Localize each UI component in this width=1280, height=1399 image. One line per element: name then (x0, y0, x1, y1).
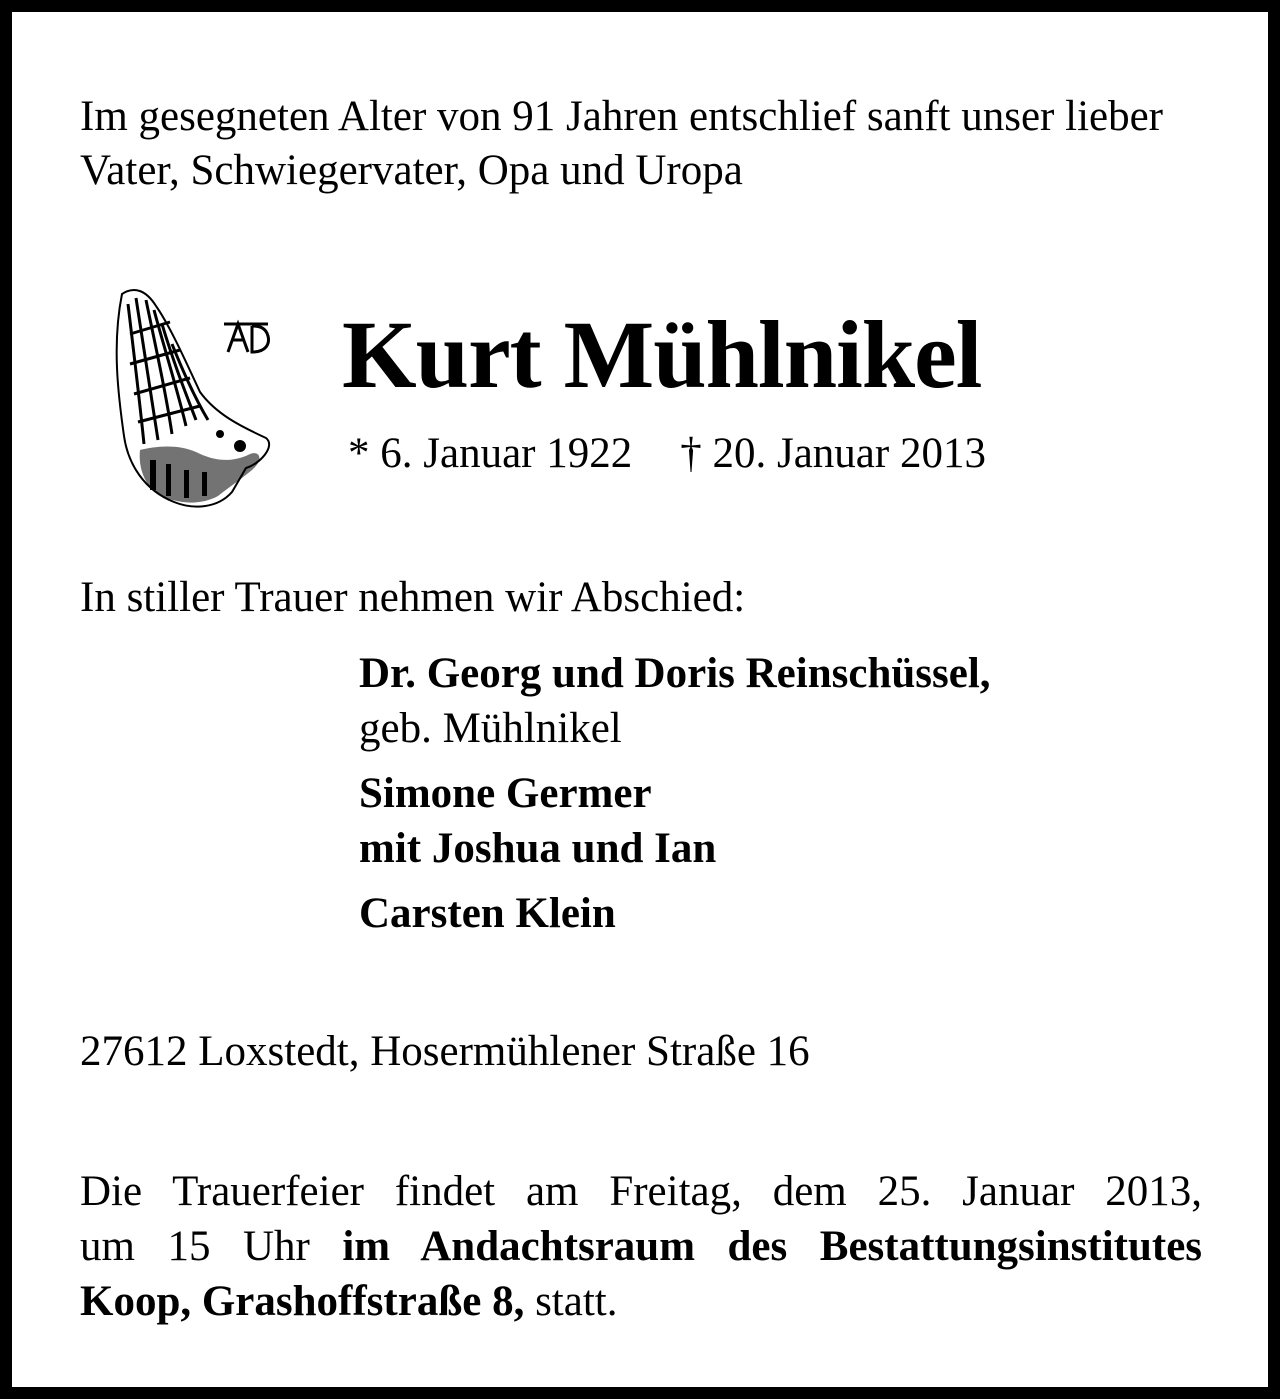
intro-text: Im gesegneten Alter von 91 Jahren entschlief sanft unser lieber Vater, Schwiegervater, Opa und Uropa (80, 93, 1163, 194)
mourning-intro: In stiller Trauer nehmen wir Abschied: (80, 574, 746, 621)
birth-date: * 6. Januar 1922 (348, 430, 633, 477)
mourner-2-name: Simone Germer (359, 770, 652, 817)
service-line-2 (80, 1219, 1202, 1274)
service-closing: statt. (535, 1278, 618, 1325)
mourner-2-note: mit Joshua und Ian (359, 825, 717, 872)
death-date: † 20. Januar 2013 (680, 430, 986, 477)
praying-hands-icon (100, 274, 280, 514)
service-location: Koop, Grashoffstraße 8, (80, 1278, 525, 1325)
mourner-1-note: geb. Mühlnikel (359, 705, 622, 752)
deceased-name: Kurt Mühlnikel (342, 301, 982, 408)
service-time: um 15 Uhr (80, 1223, 310, 1270)
life-dates (348, 424, 986, 484)
service-venue: im Andachtsraum des Bestattungsinstitutes (342, 1223, 1203, 1270)
mourner-1-name: Dr. Georg und Doris Reinschüssel, (359, 650, 991, 697)
family-address: 27612 Loxstedt, Hosermühlener Straße 16 (80, 1028, 810, 1075)
mourners-list (359, 646, 991, 941)
service-line-3 (80, 1274, 1202, 1329)
service-line-1: Die Trauerfeier findet am Freitag, dem 25. Januar 2013, (80, 1168, 1202, 1215)
monogram-mark (224, 324, 268, 352)
mourner-3-name: Carsten Klein (359, 890, 616, 937)
service-info (80, 1164, 1202, 1329)
